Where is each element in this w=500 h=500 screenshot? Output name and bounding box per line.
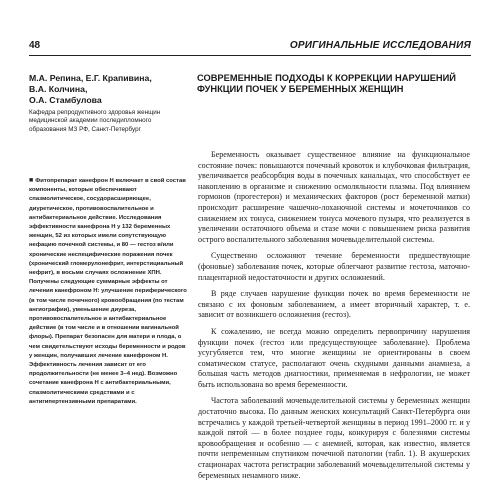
body-paragraph: В ряде случаев нарушение функции почек во время беременности не связано с их фоновым заболеванием, а имеет вторичный характер, т. е. зависит от возникшего осложнения (гестоз). [198, 289, 470, 320]
author-line: О.А. Стамбулова [29, 95, 102, 105]
header-rule [29, 55, 471, 56]
abstract-bullet: ■ [29, 177, 34, 184]
author-affiliation: Кафедра репродуктивного здоровья женщин медицинской академии последипломного образования МЗ РФ, Санкт-Петербург [29, 109, 161, 133]
author-line: В.А. Колчина, [29, 84, 88, 94]
body-paragraph: Беременность оказывает существенное влияние на функциональное состояние почек: повышаются почечный кровоток и клубочковая фильтрация, увеличивается реабсорбция воды в почечных канальцах, что способствует ее накоплению в организме и снижению осмоляльности плазмы. Под влиянием гормонов (прогестерон) и механических факторов (рост беременной матки) происходит расширение чашечно-лоханочной системы и мочеточников со снижением их тонуса, снижением тонуса мочевого пузыря, что реализуется в увеличении остаточного объема и стазе мочи с повышением риска развития острого воспалительного заболевания мочевыделительной системы. [198, 150, 470, 244]
abstract [29, 176, 188, 498]
body-paragraph: К сожалению, не всегда можно определить первопричину нарушения функции почек (гестоз или предсуществующее заболевание). Проблема усугубляется тем, что многие женщины не ориентированы в своем соматическом статусе, располагают очень скудными данными анамнеза, а большая часть методов диагностики, применяемая в нефрологии, не может быть использована во время беременности. [198, 326, 470, 389]
author-line: М.А. Репина, Е.Г. Крапивина, [29, 73, 152, 83]
body-paragraph: Существенно осложняют течение беременности предшествующие (фоновые) заболевания почек, которые облегчают развитие гестоза, маточно-плацентарной недостаточности и других осложнений. [198, 251, 470, 282]
author-block [29, 73, 189, 134]
article-title: СОВРЕМЕННЫЕ ПОДХОДЫ К КОРРЕКЦИИ НАРУШЕНИЙ ФУНКЦИИ ПОЧЕК У БЕРЕМЕННЫХ ЖЕНЩИН [197, 73, 456, 95]
body-paragraph: Частота заболеваний мочевыделительной системы у беременных женщин достаточно высока. По данным женских консультаций Санкт-Петербурга они встречались у каждой третьей-четвертой женщины в период 1991–2000 гг. и у каждой пятой — в более позднее годы, конкурируя с болезнями системы кровообращения и особенно — с анемией, которая, как известно, является почти непременным спутником почечной патологии (табл. 1). В акушерских стационарах частота регистрации заболеваний мочевыделительной системы у беременных ненамного ниже. [198, 396, 470, 480]
section-title: ОРИГИНАЛЬНЫЕ ИССЛЕДОВАНИЯ [289, 40, 471, 51]
body-text [198, 150, 470, 500]
abstract-text: Фитопрепарат канефрон Н включает в свой состав компоненты, которые обеспечивают спазмолитическое, сосудорасширяющее, диуретическое, противовоспалительное и антибактериальное действие. Исследования эффективности канефрона Н у 132 беременных женщин, 52 из которых имели сопутствующую нефацию почечной системы, и 80 — гестоз в/или хронические неспецифические поражения почек (хронический гломерулонефрит, интерстициальный нефрит), в восьми случаях осложнение ХПН. Получены следующие суммарные эффекты от лечения канефроном Н: улучшение периферического (в том числе почечного) кровообращения (по тестам ангиографии), уменьшение диуреза, противовоспалительное и антибактериальное действие (в том числе и в отношении вагинальной флоры). Препарат безопасен для матери и плода, о чем свидетельствуют исходы беременности и родов у женщин, получавших лечение канефроном Н. Эффективность лечения зависит от его продолжительности (не менее 3–4 нед). Возможно сочетание канефрона Н с антибактериальными, спазмолитическими средствами и с антигипертензивными препаратами. [29, 178, 187, 405]
page-number: 48 [29, 40, 41, 51]
running-header [29, 40, 471, 58]
